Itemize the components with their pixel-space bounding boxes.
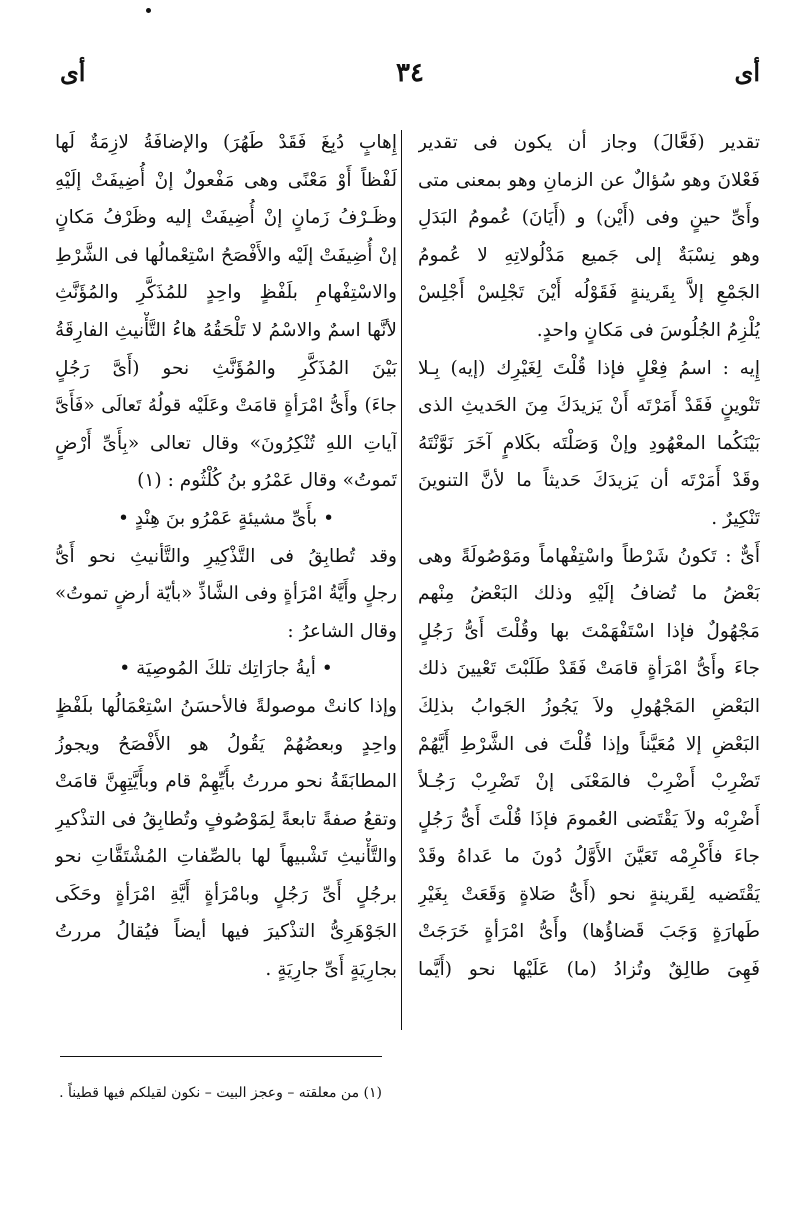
text-line: إِهابٍ دُبِغَ فَقَدْ طَهُرَ) والإضافَةُ لازِمَةٌ لَها [55, 132, 397, 153]
page-header [60, 58, 760, 102]
text-line: الجَمْعِ إلاَّ بِقَرينةٍ فَقَوْلُه أَيْنَ تَجْلِسْ أَجْلِسْ [418, 282, 760, 304]
verse-line: • بأَىِّ مشيئةٍ عَمْرُو بنَ هِنْدٍ • [117, 507, 335, 529]
text-line: بَيْنَكُما المعْهُودِ وإنْ وَصَلْتَه بكَلامٍ آخَرَ نَوَّنْتَهُ [418, 432, 760, 454]
text-line: أَىٌّ : تَكونُ شَرْطاً واسْتِفْهاماً ومَوْصُولَةً وهى [418, 545, 760, 567]
text-line: والاسْتِفْهامِ بلَفْظٍ واحِدٍ للمُذَكَّرِ والمُؤَنَّثِ [55, 282, 397, 304]
text-line: تَموتُ» وقال عَمْرُو بنُ كُلْثُوم : (١) [137, 470, 397, 492]
text-line: والتَّأْنيثِ تَشْبيهاً لها بالصِّفاتِ المُشْتَقَّاتِ نحو [55, 846, 397, 868]
text-line: وقال الشاعرُ : [287, 620, 397, 642]
footnote: (١) من معلقته – وعجز البيت – نكون لقيلكم فيها قطيناً . [59, 1085, 382, 1101]
text-line: الجَوْهَرِىُّ التذْكيرَ فيها أيضاً فيُقالُ مررتُ [55, 921, 397, 943]
header-word-left: أى [60, 58, 86, 87]
text-line: بَيْنَ المُذَكَّرِ والمُؤَنَّثِ نحو (أَىَّ رَجُلٍ [55, 357, 397, 379]
text-line: فَهِىَ طالِقٌ وتُزادُ (ما) عَلَيْها نحو (أَيَّما [418, 959, 760, 981]
text-line: تَنْكِيرٌ . [711, 507, 760, 529]
text-line: واحِدٍ وبعضُهُمْ يَقُولُ هو الأَفْصَحُ ويجوزُ [55, 733, 397, 755]
text-line: البَعْضِ المَجْهُولِ ولاَ يَجُوزُ الجَوابُ بذلِكَ [418, 695, 760, 717]
text-line: تقدير (فَعَّالَ) وجاز أن يكون فى تقدير [418, 132, 760, 153]
text-line: بَعْضُ ما تُضافُ إلَيْهِ وذلك البَعْضُ مِنْهم [418, 583, 760, 605]
text-line: البَعْضِ إلا مُعَيَّناً وإذا قُلْتَ فى الشَّرْطِ أَيَّهُمْ [418, 733, 760, 755]
text-line: جاءَ) وأَىُّ امْرَأةٍ قامَتْ وعَلَيْه قولُهُ تَعالَى «فَأَىَّ [55, 395, 397, 417]
text-line: المطابَقَةُ نحو مررتُ بأَيِّهِمْ قام وبأَيَّتِهِنَّ قامَتْ [55, 771, 397, 793]
header-word-right: أى [734, 58, 760, 87]
text-line: جاءَ فأَكْرِمْه تَعَيَّنَ الأَوَّلُ دُونَ ما عَداهُ وقَدْ [418, 846, 760, 868]
text-line: مَجْهُولٌ فإذا اسْتَفْهَمْتَ بها وقُلْتَ أَىُّ رَجُلٍ [418, 620, 760, 642]
text-line: طَهارَةٍ وَجَبَ قَضاؤُها) وأَىُّ امْرَأةٍ خَرَجَتْ [418, 921, 760, 943]
text-line: وتقعُ صفةً تابعةً لِمَوْصُوفٍ وتُطابِقُ فى التذْكيرِ [55, 808, 397, 830]
text-line: بجارِيَةٍ أَىِّ جارِيَةٍ . [265, 959, 397, 981]
page-number: ٣٤ [396, 58, 424, 88]
text-line: آياتِ اللهِ تُنْكِرُونَ» وقال تعالى «بِأَىِّ أَرْضٍ [55, 432, 397, 454]
text-line: جاءَ وأَىُّ امْرَأةٍ قامَتْ فَقَدْ طَلَبْتَ تَعْيينَ ذلك [418, 658, 760, 680]
text-line: تَضْرِبْ أَضْرِبْ فالمَعْنَى إنْ تَضْرِبْ رَجُـلاً [418, 771, 760, 793]
ink-dot [146, 8, 151, 13]
text-line: وقَدْ أَمَرْتَه أن يَزيدَكَ حَديثاً ما لأنَّ التنوينَ [418, 470, 760, 492]
text-line: لَفْظاً أَوْ مَعْنًى وهى مَفْعولٌ إنْ أُضِيفَتْ إلَيْهِ [55, 169, 397, 191]
text-line: وهو نِسْبَةٌ إلى جَميع مَدْلُولاتِهِ لا عُمومُ [418, 244, 760, 266]
text-line: لأنَّها اسمٌ والاسْمُ لا تَلْحَقُهُ هاءُ التَّأْنيثِ الفارِقَةُ [55, 319, 397, 341]
text-line: وأَىِّ حينٍ وفى (أَيْن) و (أَيَانَ) عُمومُ البَدَلِ [418, 207, 760, 229]
text-line: تَنْوينٍ فَقَدْ أَمَرْتَه أَنْ يَزيدَكَ مِنَ الحَديثِ الذى [418, 395, 760, 417]
text-line: رجلٍ وأَيَّةُ امْرَأةٍ وفى الشَّاذِّ «بأيّة أرضٍ تموتُ» [55, 583, 397, 605]
text-line: يَقْتَضيه لِقَرينةٍ نحو (أَىُّ صَلاةٍ وَقَعَتْ بِغَيْرِ [418, 883, 760, 905]
text-line: إِيه : اسمُ فِعْلٍ فإذا قُلْتَ لِغَيْرِك (إيه) بِـلا [418, 357, 760, 379]
right-column [418, 124, 760, 989]
footnote-rule [60, 1056, 382, 1057]
text-line: برجُلٍ أَىِّ رَجُلٍ وبامْرَأةٍ أَيَّةِ امْرَأةٍ وحَكَى [55, 883, 397, 905]
text-line: وقد تُطابِقُ فى التَّذْكِيرِ والتَّأنيثِ نحو أَىُّ [55, 545, 397, 567]
text-line: إنْ أُضِيفَتْ إلَيْه والأَفْصَحُ اسْتِعْمالُها فى الشَّرْطِ [55, 244, 397, 266]
text-line: يُلْزِمُ الجُلُوسَ فى مَكانٍ واحدٍ. [536, 319, 760, 341]
column-divider [401, 130, 402, 1030]
text-line: فَعْلانَ وهو سُؤالٌ عن الزمانِ وهو بمعنى متى [418, 169, 760, 191]
verse-line: • أيةُ جارَاتِك تلكَ المُوصِيَة • [119, 658, 333, 680]
text-line: وإذا كانتْ موصولةً فالأحسَنُ اسْتِعْمَالُها بلَفْظٍ [55, 695, 397, 717]
text-line: وظَـرْفُ زَمانٍ إنْ أُضِيفَتْ إليه وظَرْفُ مَكانٍ [55, 207, 397, 229]
left-column [55, 124, 397, 989]
text-line: أَضْرِبْه ولاَ يَقْتَضى العُمومَ فإذَا قُلْتَ أَىُّ رَجُلٍ [418, 808, 760, 830]
